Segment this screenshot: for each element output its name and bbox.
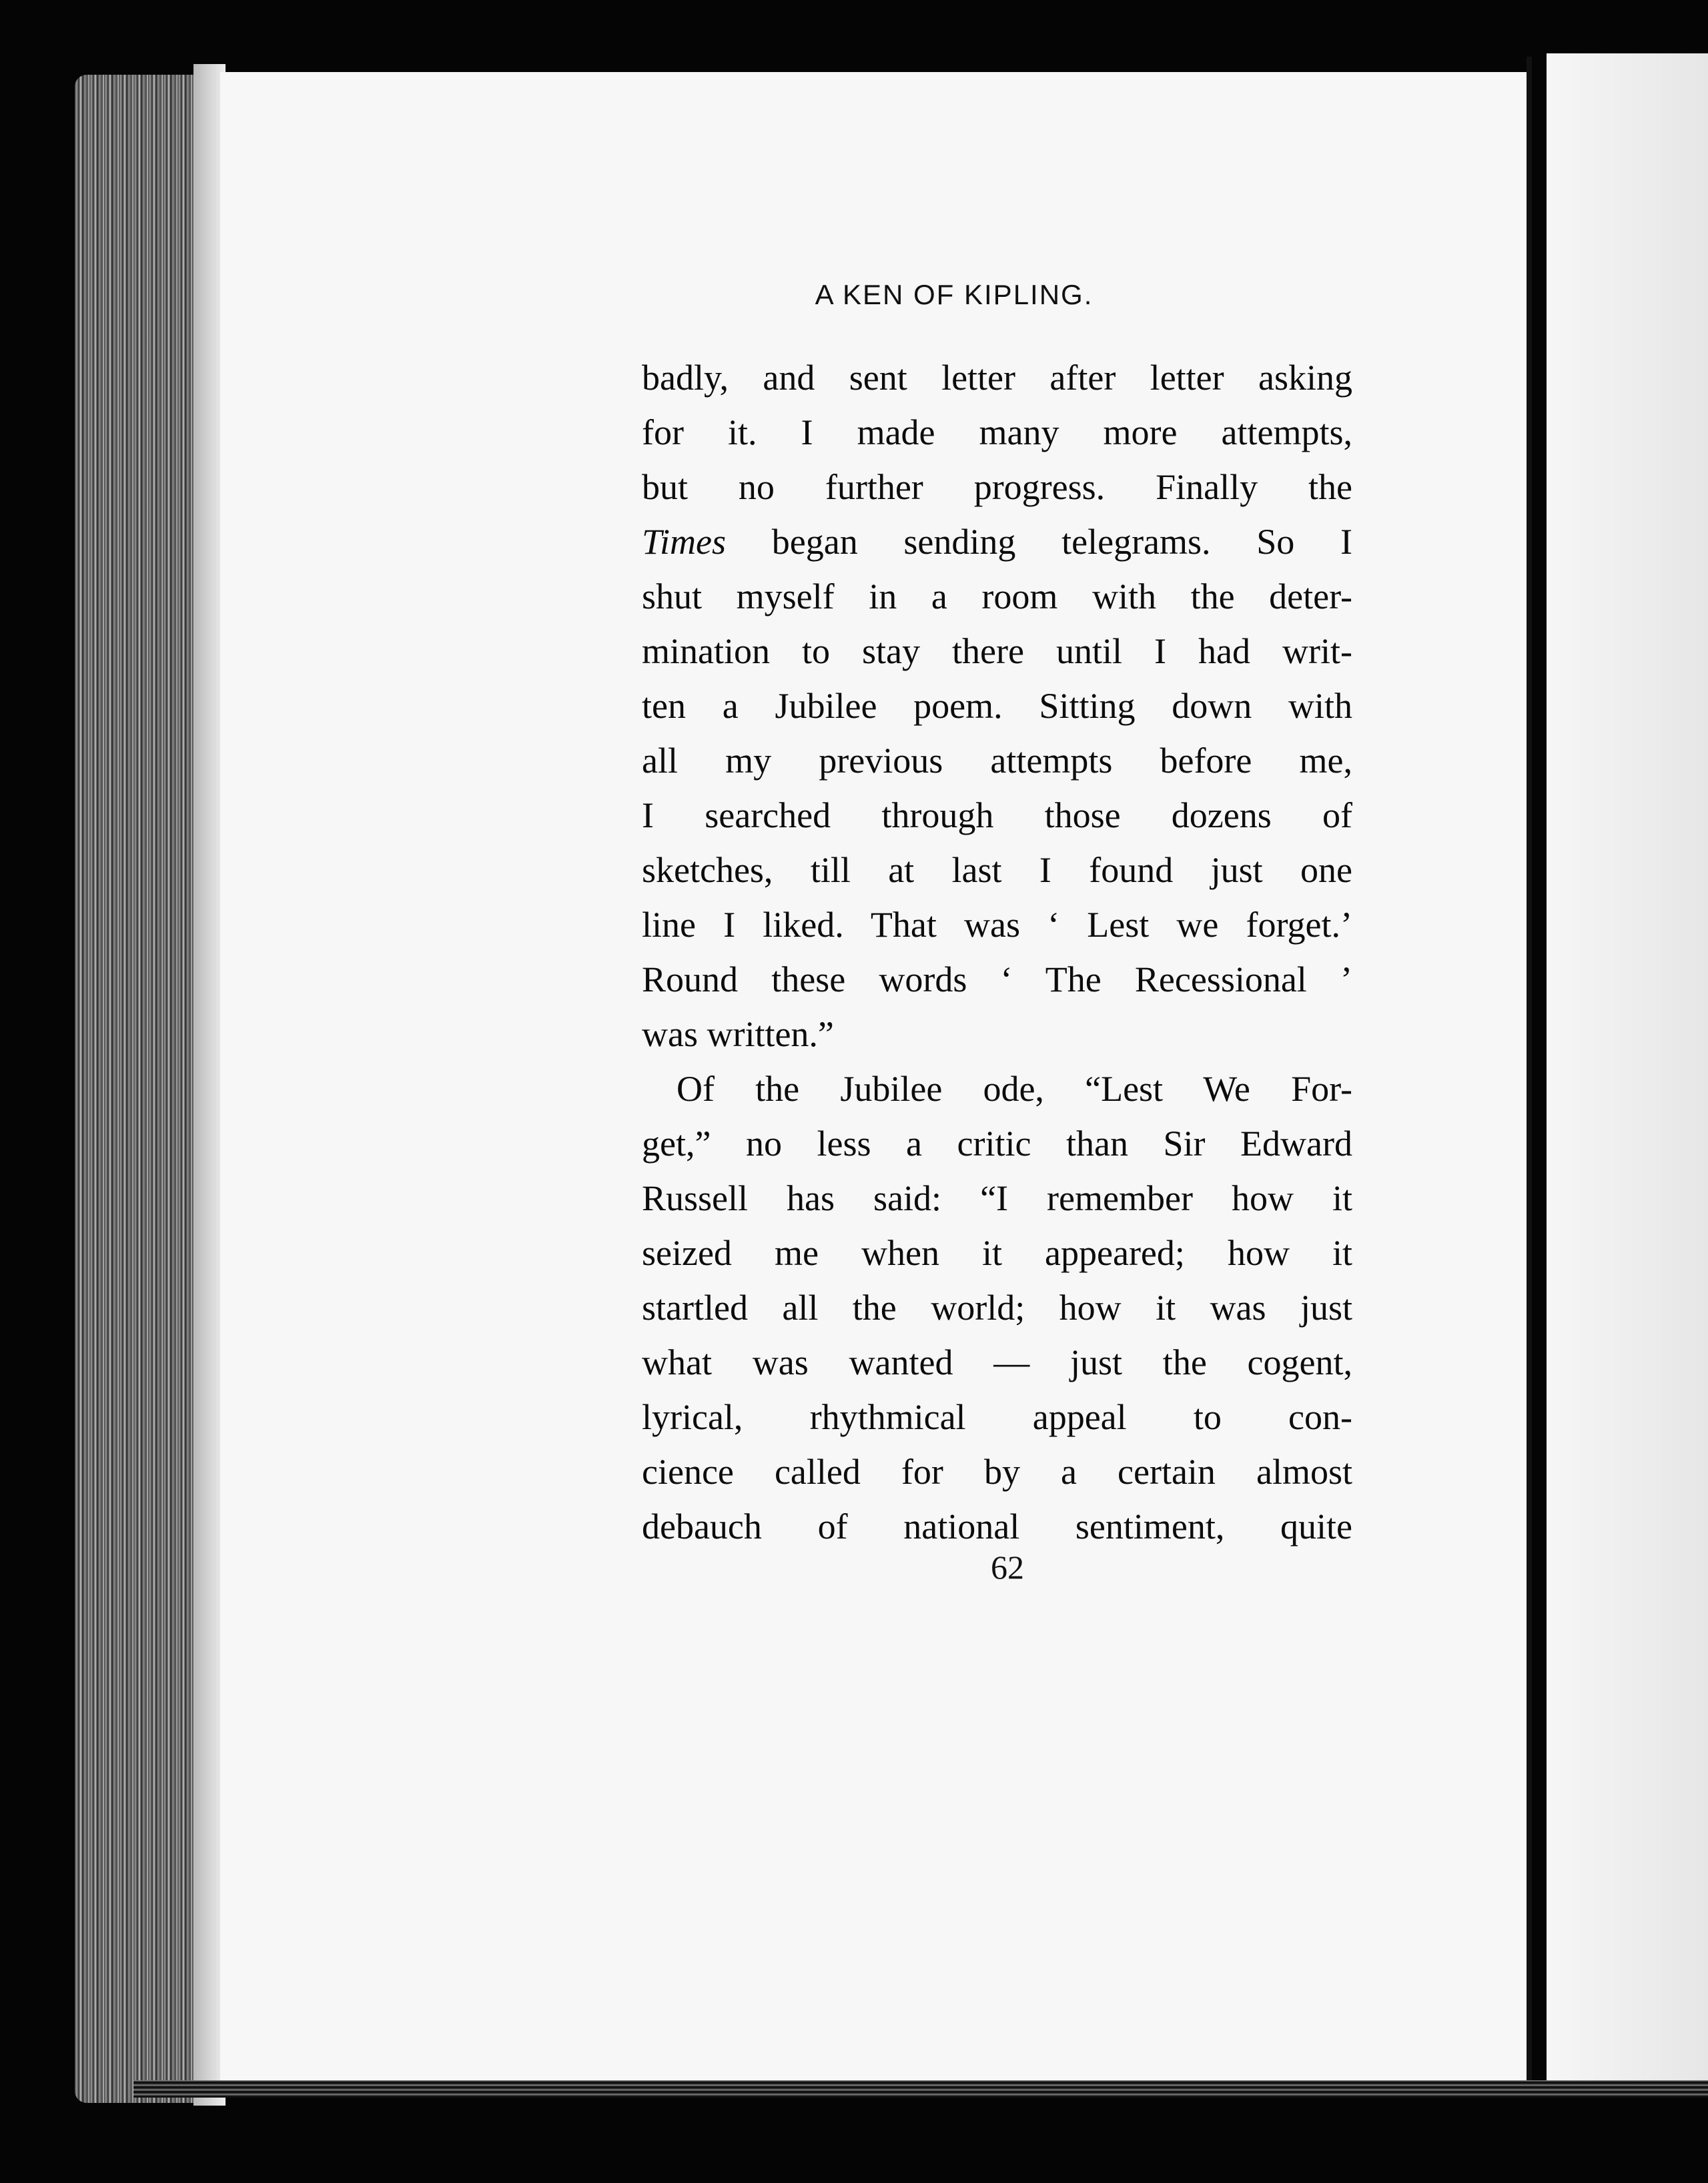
text-line: was written.”: [642, 1014, 834, 1054]
text-line-rest: began sending telegrams. So I: [726, 522, 1352, 562]
text-line: cience called for by a certain almost: [642, 1452, 1352, 1492]
text-line: Round these words ‘ The Recessional ’: [642, 959, 1352, 999]
text-line: [642, 514, 1352, 569]
board-edge-line: [1527, 57, 1532, 2085]
text-line: ten a Jubilee poem. Sitting down with: [642, 686, 1352, 726]
text-line: lyrical, rhythmical appeal to con-: [642, 1397, 1352, 1437]
text-line: seized me when it appeared; how it: [642, 1233, 1352, 1273]
page-number: 62: [991, 1549, 1024, 1586]
body-text: [642, 350, 1352, 1554]
text-line: what was wanted — just the cogent,: [642, 1342, 1352, 1382]
text-line: Russell has said: “I remember how it: [642, 1178, 1352, 1218]
italic-title: Times: [642, 522, 727, 562]
text-line: I searched through those dozens of: [642, 795, 1352, 835]
text-line: mination to stay there until I had writ-: [642, 631, 1352, 671]
text-line: badly, and sent letter after letter asking: [642, 358, 1352, 398]
text-line: get,” no less a critic than Sir Edward: [642, 1124, 1352, 1164]
text-line: startled all the world; how it was just: [642, 1288, 1352, 1328]
text-line: shut myself in a room with the deter-: [642, 576, 1352, 616]
text-line: all my previous attempts before me,: [642, 741, 1352, 781]
text-line: for it. I made many more attempts,: [642, 412, 1352, 452]
text-line: debauch of national sentiment, quite: [642, 1506, 1352, 1547]
text-line: but no further progress. Finally the: [642, 467, 1352, 507]
text-line: line I liked. That was ‘ Lest we forget.’: [642, 905, 1352, 945]
book-bottom-edge: [133, 2080, 1708, 2098]
text-line: sketches, till at last I found just one: [642, 850, 1352, 890]
running-head: A KEN OF KIPLING.: [815, 279, 1094, 310]
facing-page-edge: [1547, 53, 1708, 2095]
text-line: Of the Jubilee ode, “Lest We For-: [677, 1069, 1352, 1109]
